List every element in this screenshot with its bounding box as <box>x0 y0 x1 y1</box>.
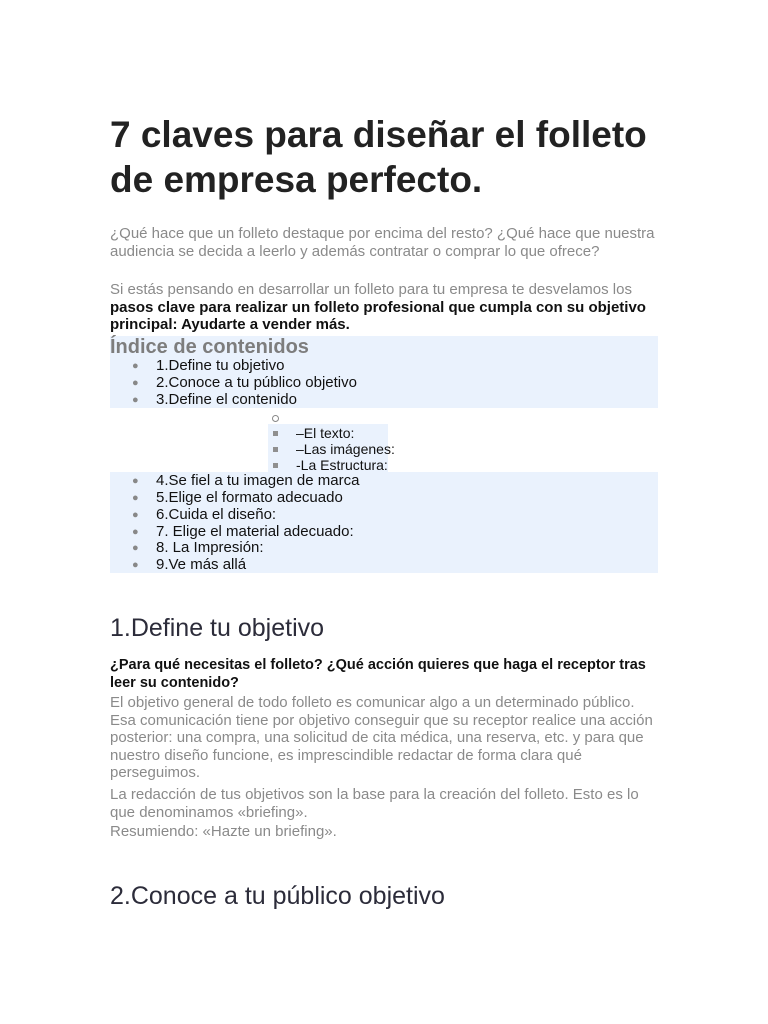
section-1-paragraph-1: El objetivo general de todo folleto es comunicar algo a un determinado público. Esa comunicación tiene por objetivo conseguir que su receptor realice una acción posterior: una compra, una solicitud de cita médica, una reserva, etc. y para que nuestro diseño funcione, es imprescindible redactar de forma clara qué perseguimos. <box>110 694 653 781</box>
square-bullet-icon <box>273 463 278 468</box>
toc-item-3[interactable]: 3.Define el contenido <box>156 391 297 408</box>
bullet-icon: ● <box>132 394 139 406</box>
toc-item-5[interactable]: 5.Elige el formato adecuado <box>156 489 343 506</box>
section-1-heading: 1.Define tu objetivo <box>110 614 325 642</box>
intro-paragraph-1: ¿Qué hace que un folleto destaque por encima del resto? ¿Qué hace que nuestra audiencia se decida a leerlo y además contratar o comprar lo que ofrece? <box>110 225 655 260</box>
square-bullet-icon <box>273 447 278 452</box>
square-bullet-icon <box>273 431 278 436</box>
bullet-icon: ● <box>132 542 139 554</box>
toc-item-4[interactable]: 4.Se fiel a tu imagen de marca <box>156 472 360 489</box>
document-title: 7 claves para diseñar el folleto de empresa perfecto. <box>110 114 647 200</box>
intro-highlight: pasos clave para realizar un folleto profesional que cumpla con su objetivo principal: Ayudarte a vender más. <box>110 298 646 333</box>
toc-item-6[interactable]: 6.Cuida el diseño: <box>156 506 277 523</box>
section-2-heading: 2.Conoce a tu público objetivo <box>110 882 445 910</box>
section-1-question: ¿Para qué necesitas el folleto? ¿Qué acción quieres que haga el receptor tras leer su contenido? <box>110 657 646 691</box>
bullet-icon: ● <box>132 509 139 521</box>
table-of-contents <box>110 336 658 573</box>
bullet-icon: ● <box>132 559 139 571</box>
bullet-icon: ● <box>132 526 139 538</box>
bullet-icon: ● <box>132 492 139 504</box>
bullet-icon: ● <box>132 377 139 389</box>
intro-paragraph-2 <box>110 281 658 334</box>
circle-bullet-icon <box>272 415 279 422</box>
toc-item-1[interactable]: 1.Define tu objetivo <box>156 357 285 374</box>
toc-subitem-images[interactable]: –Las imágenes: <box>296 441 395 457</box>
intro-text: Si estás pensando en desarrollar un folleto para tu empresa te desvelamos los <box>110 281 632 298</box>
toc-item-7[interactable]: 7. Elige el material adecuado: <box>156 523 354 540</box>
toc-title: Índice de contenidos <box>110 336 309 358</box>
toc-item-2[interactable]: 2.Conoce a tu público objetivo <box>156 374 357 391</box>
section-1-paragraph-2: La redacción de tus objetivos son la base para la creación del folleto. Esto es lo que denominamos «briefing». <box>110 786 639 821</box>
bullet-icon: ● <box>132 360 139 372</box>
toc-subitem-text[interactable]: –El texto: <box>296 425 355 441</box>
toc-item-8[interactable]: 8. La Impresión: <box>156 539 264 556</box>
toc-item-9[interactable]: 9.Ve más allá <box>156 556 247 573</box>
bullet-icon: ● <box>132 475 139 487</box>
toc-subitem-structure[interactable]: -La Estructura: <box>296 457 388 473</box>
section-1-paragraph-3: Resumiendo: «Hazte un briefing». <box>110 823 337 840</box>
